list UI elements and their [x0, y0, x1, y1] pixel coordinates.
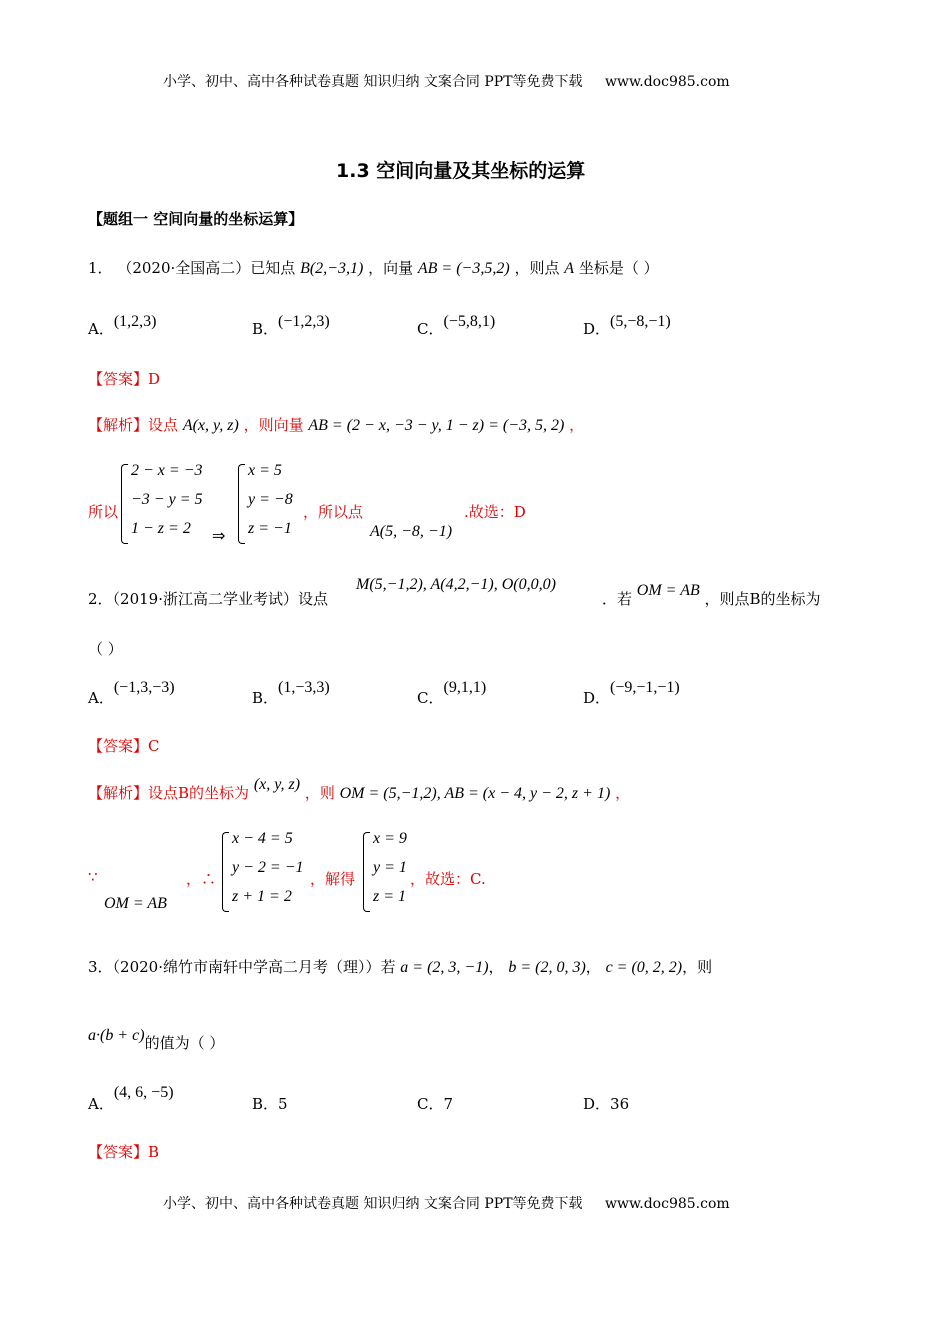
- because-symbol: ∵: [88, 868, 98, 886]
- q1-option-b: [252, 313, 330, 339]
- q2-analysis-equation: OM = (5,−1,2), AB = (x − 4, y − 2, z + 1): [339, 785, 611, 802]
- section-heading: 【题组一 空间向量的坐标运算】: [88, 210, 304, 228]
- q1-option-d: [583, 313, 671, 339]
- q3-separator: ，: [488, 958, 504, 976]
- q3-option-a-label: A．: [88, 1095, 114, 1113]
- q1-result-point: A(5, −8, −1): [370, 523, 453, 540]
- q1-tail-b: 坐标是（ ）: [578, 259, 659, 277]
- page-title: 1.3 空间向量及其坐标的运算: [336, 160, 586, 182]
- q2-source: （2019·浙江高二学业考试）设点: [112, 590, 328, 608]
- q2-paren: （ ）: [88, 640, 123, 658]
- question-1: [88, 257, 659, 278]
- q3-option-a: [88, 1084, 174, 1114]
- q1-point-b: B(2,−3,1): [300, 260, 364, 277]
- answer-label: 【答案】: [88, 737, 149, 755]
- q3-number: 3．: [88, 958, 113, 976]
- q2-number: 2．: [88, 590, 113, 608]
- page-footer: [163, 1193, 730, 1213]
- question-3: [88, 956, 712, 977]
- q3-option-b: B．5: [252, 1095, 288, 1113]
- q1-analysis-text-c: ，: [569, 416, 585, 434]
- q1-so-point-text: ，所以点: [303, 503, 364, 521]
- q2-analysis-point: (x, y, z): [253, 776, 301, 793]
- q2-sys1-row: y − 2 = −1: [232, 859, 304, 876]
- footer-text: 小学、初中、高中各种试卷真题 知识归纳 文案合同 PPT等免费下载: [163, 1196, 583, 1212]
- question-2: [88, 588, 328, 609]
- q3-expression-line: [88, 1027, 225, 1053]
- q2-sys1-row: x − 4 = 5: [232, 830, 293, 847]
- q1-sys2-row: y = −8: [248, 491, 293, 508]
- q1-vector-ab: AB = (−3,5,2): [417, 260, 510, 277]
- q1-answer: [88, 368, 160, 389]
- q2-choose: ，故选：C.: [410, 870, 486, 888]
- q1-option-b-label: B．: [252, 320, 279, 338]
- q1-sys2-row: x = 5: [248, 462, 282, 479]
- q1-analysis-text-b: ，则向量: [243, 416, 304, 434]
- q1-analysis: [88, 414, 584, 435]
- q2-option-c-value: (9,1,1): [443, 679, 487, 696]
- q3-answer: [88, 1141, 159, 1162]
- q2-option-d-value: (−9,−1,−1): [610, 679, 680, 696]
- header-url: www.doc985.com: [604, 74, 730, 90]
- q1-option-d-value: (5,−8,−1): [610, 313, 671, 330]
- q3-expression: a·(b + c): [88, 1027, 145, 1044]
- implies-arrow: ⇒: [212, 526, 226, 545]
- q2-sys2-row: y = 1: [373, 859, 407, 876]
- q2-condition: [602, 582, 821, 609]
- page-header: [163, 71, 730, 91]
- q3-option-a-value: (4, 6, −5): [113, 1084, 174, 1101]
- q2-option-d: [583, 679, 680, 708]
- q2-option-d-label: D．: [583, 689, 611, 707]
- q1-equation-system-2: [238, 462, 308, 546]
- q1-answer-value: D: [148, 370, 161, 388]
- q1-sys1-row: 2 − x = −3: [131, 462, 203, 479]
- q1-equation-system-1: [121, 462, 221, 546]
- q1-sys1-row: −3 − y = 5: [131, 491, 203, 508]
- q2-solve-text: ，解得: [310, 870, 356, 888]
- q1-sys2-row: z = −1: [248, 520, 292, 537]
- q2-option-c-label: C．: [417, 689, 444, 707]
- q1-option-d-label: D．: [583, 320, 611, 338]
- q1-option-b-value: (−1,2,3): [278, 313, 330, 330]
- header-text: 小学、初中、高中各种试卷真题 知识归纳 文案合同 PPT等免费下载: [163, 74, 583, 90]
- q2-option-c: [417, 679, 487, 708]
- q2-analysis-text-a: 设点B的坐标为: [148, 784, 250, 802]
- q2-sys2-row: x = 9: [373, 830, 407, 847]
- q2-sys1-row: z + 1 = 2: [232, 888, 292, 905]
- q2-answer: [88, 735, 160, 756]
- q3-source: （2020·绵竹市南轩中学高二月考（理））若: [112, 958, 396, 976]
- q1-sys1-row: 1 − z = 2: [131, 520, 191, 537]
- q1-point-a: A: [564, 260, 575, 277]
- q1-mid-text: ，向量: [368, 259, 414, 277]
- q1-option-c: [417, 313, 496, 339]
- q1-source: （2020·全国高二）已知点: [117, 259, 296, 277]
- q3-vector-b: b = (2, 0, 3): [508, 959, 586, 976]
- q2-equation-system-1: [222, 830, 312, 914]
- q1-option-c-label: C．: [417, 320, 444, 338]
- q1-option-c-value: (−5,8,1): [443, 313, 496, 330]
- q2-answer-value: C: [148, 737, 160, 755]
- analysis-label: 【解析】: [88, 784, 149, 802]
- q1-number: 1．: [88, 259, 113, 277]
- q2-because-equation: OM = AB: [104, 895, 167, 912]
- q2-option-b-label: B．: [252, 689, 279, 707]
- q1-choose: .故选：D: [464, 503, 526, 521]
- q2-points: M(5,−1,2), A(4,2,−1), O(0,0,0): [356, 576, 556, 593]
- q1-analysis-text-a: 设点: [148, 416, 179, 434]
- q1-option-a: [88, 313, 157, 339]
- q3-option-d: D．36: [583, 1095, 630, 1113]
- q3-vector-c: c = (0, 2, 2): [605, 959, 683, 976]
- q2-option-a-label: A．: [88, 689, 114, 707]
- q2-option-b-value: (1,−3,3): [278, 679, 330, 696]
- q1-analysis-equation: AB = (2 − x, −3 − y, 1 − z) = (−3, 5, 2): [308, 417, 565, 434]
- therefore-symbol: ，∴: [186, 870, 217, 888]
- q1-analysis-point: A(x, y, z): [182, 417, 239, 434]
- q1-tail-a: ，则点: [514, 259, 560, 277]
- q2-analysis: [88, 776, 631, 803]
- answer-label: 【答案】: [88, 370, 149, 388]
- q2-cond-text-b: ，则点B的坐标为: [704, 590, 821, 608]
- q3-then-text: ，则: [682, 958, 713, 976]
- q2-option-b: [252, 679, 330, 708]
- q2-cond-text-a: ．若: [602, 590, 633, 608]
- q3-vector-a: a = (2, 3, −1): [400, 959, 489, 976]
- q3-separator: ，: [585, 958, 601, 976]
- q3-answer-value: B: [148, 1143, 160, 1161]
- footer-url: www.doc985.com: [604, 1196, 730, 1212]
- q2-option-a-value: (−1,3,−3): [113, 679, 175, 696]
- analysis-label: 【解析】: [88, 416, 149, 434]
- q2-analysis-text-b: ，则: [304, 784, 335, 802]
- q1-option-a-label: A．: [88, 320, 114, 338]
- q1-so-label: 所以: [88, 503, 119, 521]
- q2-option-a: [88, 679, 175, 708]
- answer-label: 【答案】: [88, 1143, 149, 1161]
- q3-option-c: C．7: [417, 1095, 454, 1113]
- q2-sys2-row: z = 1: [373, 888, 407, 905]
- q2-cond-equation: OM = AB: [636, 582, 700, 599]
- q2-analysis-text-c: ，: [615, 784, 631, 802]
- q1-option-a-value: (1,2,3): [113, 313, 157, 330]
- q3-value-of-text: 的值为（ ）: [144, 1034, 225, 1052]
